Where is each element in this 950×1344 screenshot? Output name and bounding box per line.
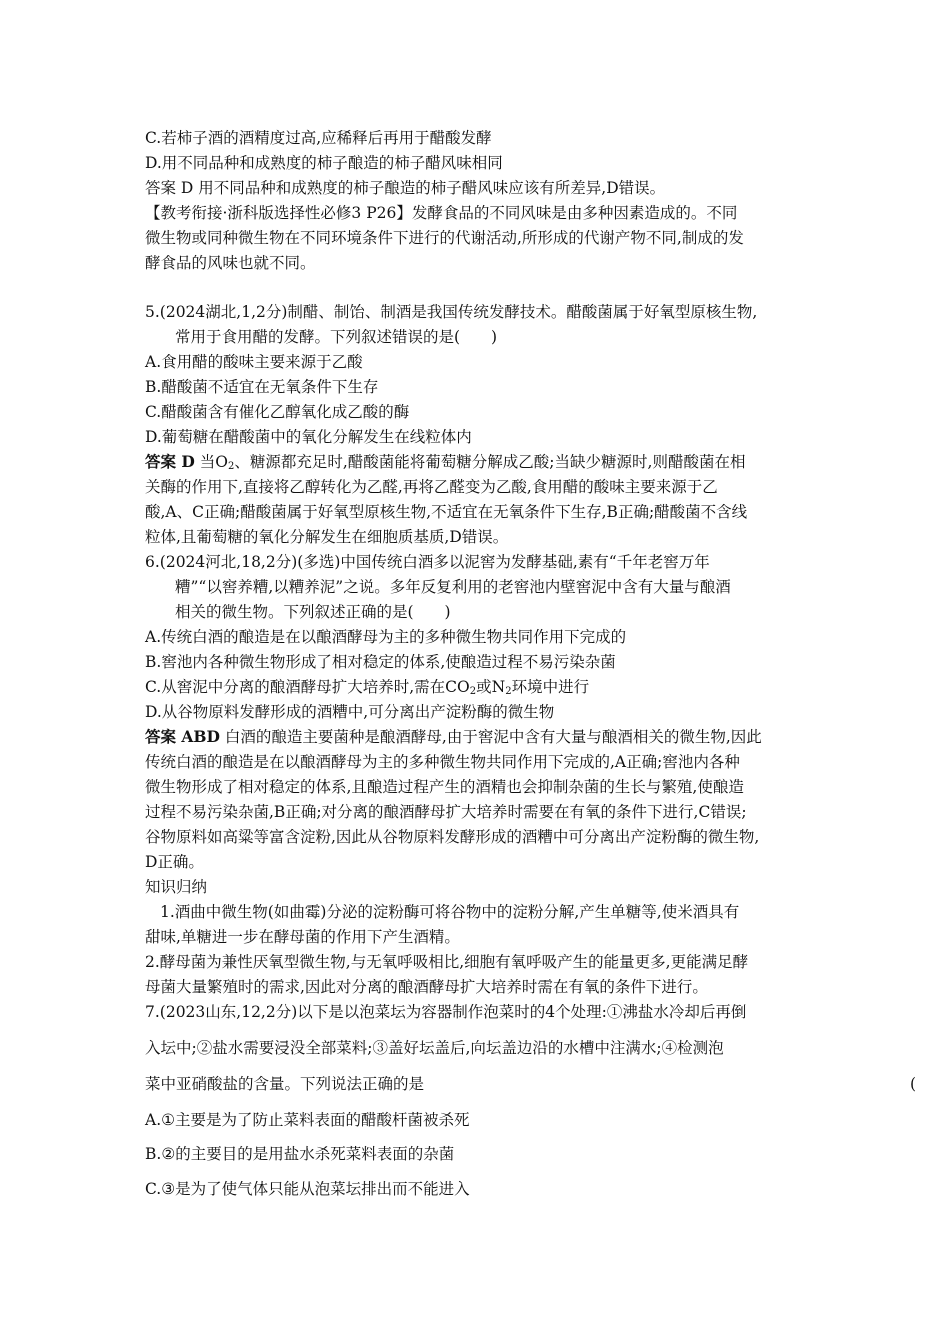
q7-stem-line-3: 菜中亚硝酸盐的含量。下列说法正确的是 (145, 1075, 425, 1093)
q6-option-c-text-b: 或N (476, 678, 506, 696)
q4-option-c: C.若柿子酒的酒精度过高,应稀释后再用于醋酸发酵 (145, 129, 492, 147)
q4-answer: 答案 D 用不同品种和成熟度的柿子酿造的柿子醋风味应该有所差异,D错误。 (145, 179, 666, 197)
q4-option-d: D.用不同品种和成熟度的柿子酿造的柿子醋风味相同 (145, 154, 503, 172)
q7-stem-line-1: 7.(2023山东,12,2分)以下是以泡菜坛为容器制作泡菜时的4个处理:①沸盐水冷却后再倒 (145, 1003, 747, 1021)
summary-point-2-line-1: 2.酵母菌为兼性厌氧型微生物,与无氧呼吸相比,细胞有氧呼吸产生的能量更多,更能满足酵 (145, 953, 749, 971)
q5-answer-label: 答案 D (145, 452, 195, 471)
q5-answer-line-2: 关酶的作用下,直接将乙醇转化为乙醛,再将乙醛变为乙酸,食用醋的酸味主要来源于乙 (145, 478, 718, 496)
q7-option-a: A.①主要是为了防止菜料表面的醋酸杆菌被杀死 (145, 1111, 470, 1129)
q6-option-c-text-a: C.从窖泥中分离的酿酒酵母扩大培养时,需在CO (145, 678, 470, 696)
q7-option-b: B.②的主要目的是用盐水杀死菜料表面的杂菌 (145, 1145, 455, 1163)
q5-option-a: A.食用醋的酸味主要来源于乙酸 (145, 353, 363, 371)
q4-link-line-3: 酵食品的风味也就不同。 (145, 254, 316, 272)
q6-option-c (145, 676, 589, 698)
q6-answer-line-1 (145, 726, 762, 748)
q6-stem-line-2: 糟”“以窖养糟,以糟养泥”之说。多年反复利用的老窖池内壁窖泥中含有大量与酿酒 (175, 578, 731, 596)
q6-answer-line-5: 谷物原料如高粱等富含淀粉,因此从谷物原料发酵形成的酒糟中可分离出产淀粉酶的微生物, (145, 828, 760, 846)
q6-stem-line-1: 6.(2024河北,18,2分)(多选)中国传统白酒多以泥窖为发酵基础,素有“千年老窖万年 (145, 553, 710, 571)
q5-answer-line-1 (145, 451, 745, 473)
q6-option-a: A.传统白酒的酿造是在以酿酒酵母为主的多种微生物共同作用下完成的 (145, 628, 627, 646)
q5-option-c: C.醋酸菌含有催化乙醇氧化成乙酸的酶 (145, 403, 410, 421)
summary-title: 知识归纳 (145, 878, 208, 896)
q4-link-line-1: 【教考衔接·浙科版选择性必修3 P26】发酵食品的不同风味是由多种因素造成的。不同 (145, 204, 738, 222)
q6-answer-label: 答案 ABD (145, 727, 220, 746)
q5-option-b: B.醋酸菌不适宜在无氧条件下生存 (145, 378, 379, 396)
q6-answer-line-6: D正确。 (145, 853, 204, 871)
q5-answer-text-b: 、糖源都充足时,醋酸菌能将葡萄糖分解成乙酸;当缺少糖源时,则醋酸菌在相 (234, 453, 746, 471)
q5-answer-line-3: 酸,A、C正确;醋酸菌属于好氧型原核生物,不适宜在无氧条件下生存,B正确;醋酸菌不含线 (145, 503, 748, 521)
q6-option-c-sub-1: 2 (469, 686, 477, 697)
q6-stem-line-3: 相关的微生物。下列叙述正确的是( ) (175, 603, 451, 621)
q5-answer-line-4: 粒体,且葡萄糖的氧化分解发生在细胞质基质,D错误。 (145, 528, 509, 546)
q6-answer-line-2: 传统白酒的酿造是在以酿酒酵母为主的多种微生物共同作用下完成的,A正确;窖池内各种 (145, 753, 740, 771)
summary-point-2-line-2: 母菌大量繁殖时的需求,因此对分离的酿酒酵母扩大培养时需在有氧的条件下进行。 (145, 978, 708, 996)
q6-option-d: D.从谷物原料发酵形成的酒糟中,可分离出产淀粉酶的微生物 (145, 703, 555, 721)
summary-point-1-line-1: 1.酒曲中微生物(如曲霉)分泌的淀粉酶可将谷物中的淀粉分解,产生单糖等,使米酒具有 (160, 903, 740, 921)
q6-answer-line-3: 微生物形成了相对稳定的体系,且酿造过程产生的酒精也会抑制杂菌的生长与繁殖,使酿造 (145, 778, 744, 796)
q5-stem-line-1: 5.(2024湖北,1,2分)制醋、制饴、制酒是我国传统发酵技术。醋酸菌属于好氧型原核生物, (145, 303, 758, 321)
q6-answer-line-4: 过程不易污染杂菌,B正确;对分离的酿酒酵母扩大培养时需要在有氧的条件下进行,C错误; (145, 803, 747, 821)
q5-answer-text-a: 当O (194, 453, 228, 471)
q5-stem-line-2: 常用于食用醋的发酵。下列叙述错误的是( ) (175, 328, 498, 346)
q6-option-c-text-c: 环境中进行 (511, 678, 590, 696)
q6-option-c-sub-2: 2 (505, 686, 512, 697)
q5-answer-subscript: 2 (227, 461, 235, 472)
q5-option-d: D.葡萄糖在醋酸菌中的氧化分解发生在线粒体内 (145, 428, 472, 446)
q6-answer-text: 白酒的酿造主要菌种是酿酒酵母,由于窖泥中含有大量与酿酒相关的微生物,因此 (219, 728, 762, 746)
summary-point-1-line-2: 甜味,单糖进一步在酵母菌的作用下产生酒精。 (145, 928, 460, 946)
q7-answer-paren: ( (910, 1075, 917, 1093)
q6-option-b: B.窖池内各种微生物形成了相对稳定的体系,使酿造过程不易污染杂菌 (145, 653, 616, 671)
q7-option-c: C.③是为了使气体只能从泡菜坛排出而不能进入 (145, 1180, 470, 1198)
q7-stem-line-2: 入坛中;②盐水需要浸没全部菜料;③盖好坛盖后,向坛盖边沿的水槽中注满水;④检测泡 (145, 1039, 724, 1057)
q4-link-line-2: 微生物或同种微生物在不同环境条件下进行的代谢活动,所形成的代谢产物不同,制成的发 (145, 229, 744, 247)
